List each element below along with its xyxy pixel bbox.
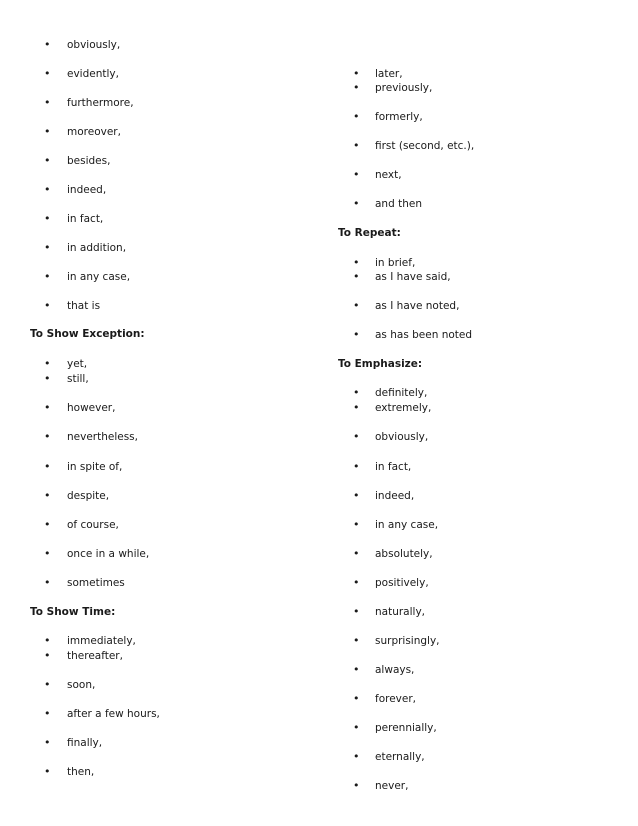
list-item-text: first (second, etc.), [375,140,475,152]
list-item [0,736,300,750]
list-item-text: always, [375,664,415,676]
list-item [320,779,620,793]
list-item [320,401,620,415]
list-item-text: never, [375,780,409,792]
list-item [0,357,300,371]
bullet-icon: • [44,576,51,589]
bullet-icon: • [44,125,51,138]
list-item [320,81,620,95]
bullet-icon: • [353,460,360,473]
list-item [0,678,300,692]
list-item-text: then, [67,766,95,778]
bullet-icon: • [353,489,360,502]
list-item-text: in fact, [375,461,412,473]
list-item [320,299,620,313]
bullet-icon: • [44,707,51,720]
bullet-icon: • [353,663,360,676]
list-item-text: sometimes [67,577,125,589]
bullet-icon: • [44,67,51,80]
list-item-text: moreover, [67,126,121,138]
bullet-icon: • [44,518,51,531]
list-item-text: still, [67,373,89,385]
list-item [320,692,620,706]
list-item-text: as I have said, [375,271,451,283]
list-item-text: next, [375,169,402,181]
list-item-text: in any case, [375,519,439,531]
list-item-text: in spite of, [67,461,123,473]
bullet-icon: • [44,765,51,778]
list-item-text: in brief, [375,257,416,269]
list-item-text: however, [67,402,116,414]
list-item [320,750,620,764]
list-item-text: extremely, [375,402,432,414]
bullet-icon: • [353,401,360,414]
list-item [0,154,300,168]
list-item [0,96,300,110]
list-item [320,256,620,270]
bullet-icon: • [353,634,360,647]
bullet-icon: • [44,299,51,312]
list-item-text: after a few hours, [67,708,160,720]
list-item-text: besides, [67,155,111,167]
bullet-icon: • [44,357,51,370]
list-item-text: of course, [67,519,119,531]
bullet-icon: • [353,518,360,531]
bullet-icon: • [353,168,360,181]
bullet-icon: • [44,634,51,647]
list-item [0,299,300,313]
bullet-icon: • [353,299,360,312]
list-item-text: perennially, [375,722,437,734]
list-item [0,649,300,663]
bullet-icon: • [353,605,360,618]
bullet-icon: • [44,489,51,502]
list-item [320,110,620,124]
list-item-text: nevertheless, [67,431,138,443]
bullet-icon: • [44,241,51,254]
bullet-icon: • [353,721,360,734]
list-item [0,212,300,226]
bullet-icon: • [353,67,360,80]
list-item [320,67,620,81]
list-item-text: indeed, [67,184,107,196]
list-item [0,372,300,386]
list-item-text: formerly, [375,111,423,123]
list-item [0,183,300,197]
bullet-icon: • [353,779,360,792]
bullet-icon: • [353,139,360,152]
bullet-icon: • [44,736,51,749]
list-item [320,460,620,474]
bullet-icon: • [353,576,360,589]
list-item [320,489,620,503]
list-item [320,197,620,211]
list-item [320,547,620,561]
list-item [0,707,300,721]
list-item [320,139,620,153]
list-item [0,518,300,532]
bullet-icon: • [44,649,51,662]
list-item [0,38,300,52]
list-item-text: and then [375,198,422,210]
bullet-icon: • [44,372,51,385]
list-item-text: obviously, [375,431,429,443]
list-item [0,401,300,415]
bullet-icon: • [44,270,51,283]
list-item-text: as has been noted [375,329,473,341]
bullet-icon: • [44,460,51,473]
list-item [0,125,300,139]
list-item-text: surprisingly, [375,635,440,647]
list-item-text: despite, [67,490,110,502]
bullet-icon: • [44,212,51,225]
list-item-text: forever, [375,693,416,705]
list-item [320,605,620,619]
list-item-text: in fact, [67,213,104,225]
list-item [320,168,620,182]
bullet-icon: • [353,256,360,269]
list-item-text: in addition, [67,242,127,254]
list-item [320,721,620,735]
bullet-icon: • [353,197,360,210]
list-item-text: finally, [67,737,103,749]
bullet-icon: • [353,547,360,560]
bullet-icon: • [353,270,360,283]
list-item [0,270,300,284]
list-item-text: later, [375,68,403,80]
list-item-text: in any case, [67,271,131,283]
bullet-icon: • [353,430,360,443]
list-item-text: absolutely, [375,548,433,560]
list-item-text: obviously, [67,39,121,51]
list-item [0,765,300,779]
bullet-icon: • [353,110,360,123]
section-heading: To Emphasize: [338,358,423,370]
list-item [0,634,300,648]
list-item [0,576,300,590]
list-item-text: yet, [67,358,88,370]
bullet-icon: • [353,692,360,705]
list-item-text: immediately, [67,635,136,647]
list-item-text: furthermore, [67,97,134,109]
list-item-text: indeed, [375,490,415,502]
list-item-text: once in a while, [67,548,150,560]
list-item [320,576,620,590]
list-item [320,518,620,532]
list-item-text: naturally, [375,606,425,618]
list-item-text: eternally, [375,751,425,763]
list-item [0,489,300,503]
list-item-text: evidently, [67,68,119,80]
list-item [320,430,620,444]
bullet-icon: • [44,401,51,414]
list-item [320,634,620,648]
list-item-text: definitely, [375,387,428,399]
bullet-icon: • [353,750,360,763]
section-heading: To Show Time: [30,606,116,618]
bullet-icon: • [44,183,51,196]
bullet-icon: • [44,38,51,51]
list-item [320,386,620,400]
list-item [320,328,620,342]
list-item [0,460,300,474]
list-item [0,67,300,81]
list-item [0,547,300,561]
bullet-icon: • [44,430,51,443]
list-item [0,241,300,255]
bullet-icon: • [44,678,51,691]
list-item-text: as I have noted, [375,300,460,312]
list-item-text: thereafter, [67,650,123,662]
bullet-icon: • [353,81,360,94]
list-item-text: previously, [375,82,433,94]
list-item-text: soon, [67,679,96,691]
list-item [320,663,620,677]
list-item [0,430,300,444]
bullet-icon: • [44,547,51,560]
list-item-text: positively, [375,577,429,589]
section-heading: To Repeat: [338,227,401,239]
section-heading: To Show Exception: [30,328,145,340]
list-item-text: that is [67,300,101,312]
list-item [320,270,620,284]
bullet-icon: • [44,154,51,167]
bullet-icon: • [44,96,51,109]
bullet-icon: • [353,328,360,341]
bullet-icon: • [353,386,360,399]
